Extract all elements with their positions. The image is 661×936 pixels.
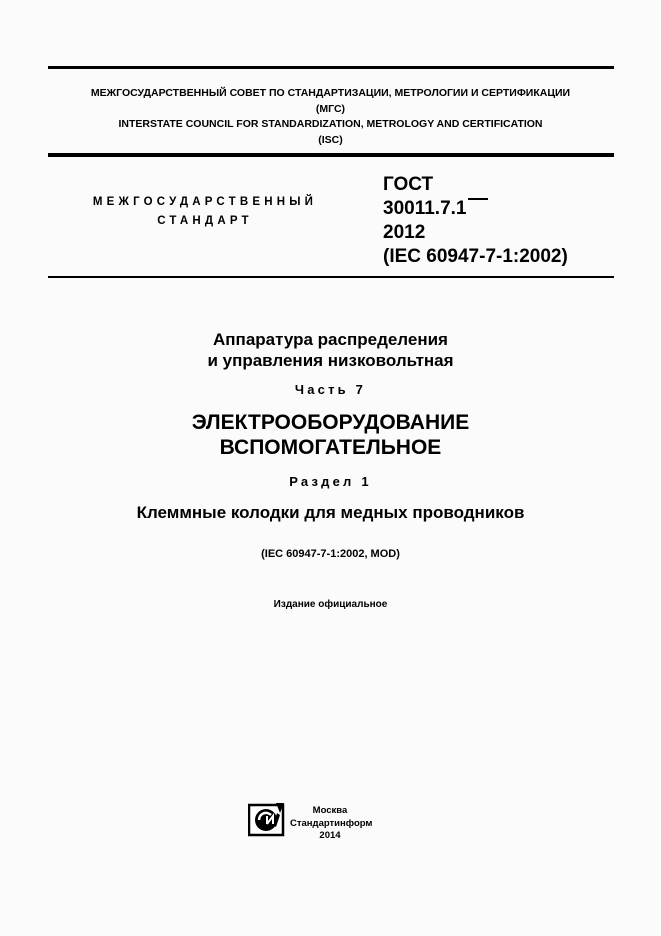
title-line-2: и управления низковольтная	[207, 351, 454, 370]
council-name-ru: МЕЖГОСУДАРСТВЕННЫЙ СОВЕТ ПО СТАНДАРТИЗАЦИИ, МЕТРОЛОГИИ И СЕРТИФИКАЦИИ	[90, 87, 571, 99]
council-abbr-en: (ISC)	[318, 133, 343, 146]
subtitle: Клеммные колодки для медных проводников	[136, 503, 525, 522]
publisher-block	[290, 805, 373, 843]
council-abbr-ru: (МГС)	[315, 102, 346, 115]
title-line-1: Аппаратура распределения	[213, 330, 448, 349]
gost-dash	[468, 198, 488, 200]
main-title-line-1: ЭЛЕКТРООБОРУДОВАНИЕ	[191, 411, 470, 434]
edition-label: Издание официальное	[273, 599, 388, 610]
gost-label: ГОСТ	[383, 174, 434, 195]
council-header	[0, 86, 661, 148]
section-label: Раздел 1	[289, 474, 372, 489]
standard-type	[60, 193, 350, 231]
standartinform-logo-icon	[248, 803, 286, 837]
gost-iec-reference: (IEC 60947-7-1:2002)	[383, 246, 568, 267]
council-name-en: INTERSTATE COUNCIL FOR STANDARDIZATION, METROLOGY AND CERTIFICATION	[118, 118, 543, 130]
gost-year: 2012	[383, 222, 426, 243]
publisher-year: 2014	[319, 830, 341, 841]
standard-type-line2: СТАНДАРТ	[157, 215, 253, 227]
gost-designation	[383, 173, 568, 269]
header-rule	[48, 153, 614, 157]
part-label: Часть 7	[294, 382, 367, 397]
standard-type-line1: МЕЖГОСУДАРСТВЕННЫЙ	[92, 196, 318, 208]
designation-rule	[48, 276, 614, 278]
publisher-city: Москва	[312, 805, 348, 816]
gost-number: 30011.7.1	[383, 197, 568, 221]
top-rule	[48, 66, 614, 69]
iec-equivalence: (IEC 60947-7-1:2002, MOD)	[261, 548, 400, 560]
main-title-line-2: ВСПОМОГАТЕЛЬНОЕ	[219, 436, 442, 459]
publisher-name: Стандартинформ	[290, 817, 373, 829]
